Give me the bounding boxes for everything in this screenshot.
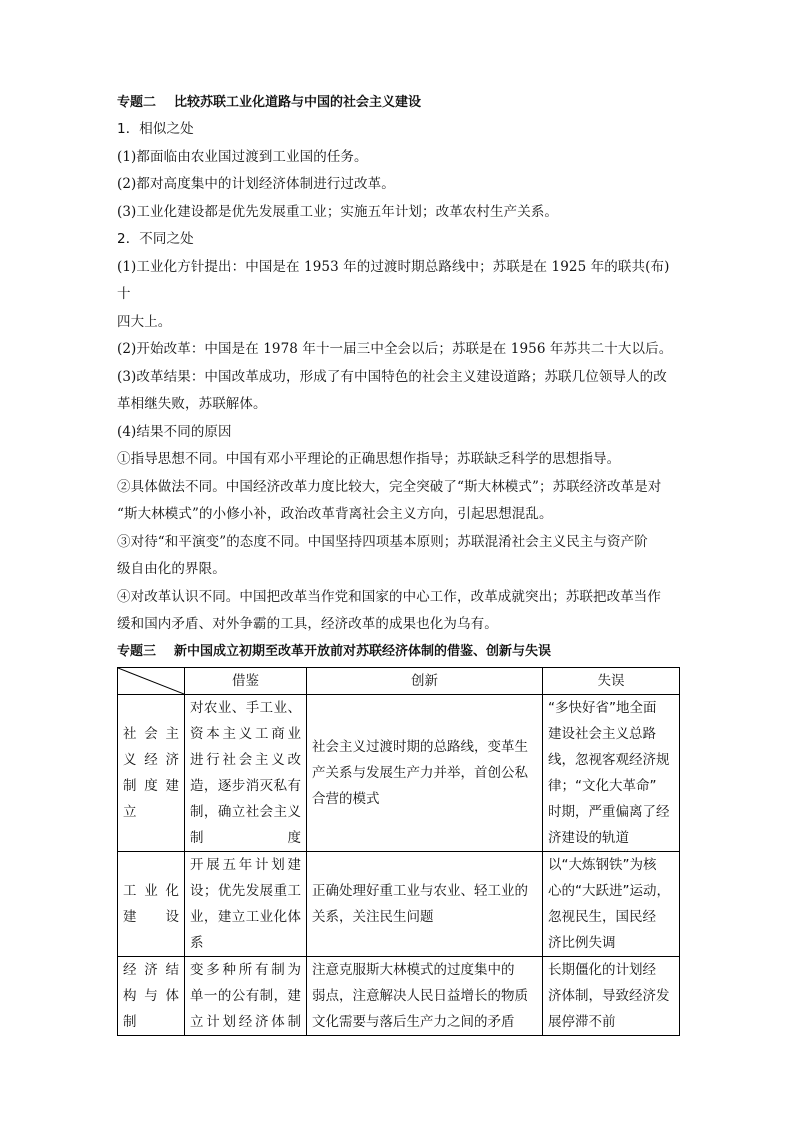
cell-line: 文化需要与落后生产力之间的矛盾 [312,1013,515,1030]
cell-line: 关系，关注民生问题 [312,908,434,925]
cell-line: 心的“大跃进”运动， [548,882,670,899]
table-cell-borrowing [185,851,307,956]
cell-line: 资本主义工商业 [190,725,301,742]
paragraph-line: “斯大林模式”的小修小补，政治改革背离社会主义方向，引起思想混乱。 [117,506,553,522]
table-row-economic-system [118,694,680,851]
table-cell-mistakes [543,851,680,956]
row-header-line: 社会主 [123,725,179,742]
table-cell-borrowing [185,694,307,851]
cell-line: 律；“文化大革命” [548,777,657,794]
row-header-line: 建设 [123,908,179,925]
row-header [118,851,185,956]
table-cell-innovation [307,694,543,851]
cell-line: “多快好省”地全面 [548,699,657,716]
cell-line: 济比例失调 [548,934,616,951]
row-header-line: 经济结 [123,961,179,978]
paragraph-line: 四大上。 [117,313,172,330]
paragraph-line: (2)开始改革：中国是在 1978 年十一届三中全会以后；苏联是在 1956 年苏共二十大以后。 [117,341,673,357]
comparison-table [117,667,680,1036]
cell-line: 济建设的轨道 [548,829,629,846]
paragraph-line: (1)工业化方针提出：中国是在 1953 年的过渡时期总路线中；苏联是在 1925 年的联共(布)十 [117,258,670,302]
section-heading-differences: 2．不同之处 [117,231,194,247]
table-cell-mistakes [543,956,680,1035]
cell-line: 造，逐步消灭私有 [190,777,301,794]
paragraph-line: 缓和国内矛盾、对外争霸的工具，经济改革的成果也化为乌有。 [117,616,498,632]
row-header [118,694,185,851]
table-row-economic-structure [118,956,680,1035]
paragraph-line: (2)都对高度集中的计划经济体制进行过改革。 [117,176,395,192]
table-row-industrialization [118,851,680,956]
row-header-line: 制度建 [123,777,179,794]
row-header-line: 义经济 [123,751,179,768]
section-heading-similarities: 1．相似之处 [117,121,194,137]
cell-line: 变多种所有制为 [190,961,301,978]
cell-line: 展停滞不前 [548,1013,616,1030]
paragraph-line: 级自由化的界限。 [117,561,226,577]
row-header-line: 制 [123,1013,137,1030]
topic3-title [117,639,679,665]
cell-line: 制，确立社会主义 [190,803,301,820]
table-cell-mistakes [543,694,680,851]
cell-line: 济体制，导致经济发 [548,987,670,1004]
cell-line: 正确处理好重工业与农业、轻工业的 [312,882,528,899]
paragraph-line: (3)工业化建设都是优先发展重工业；实施五年计划；改革农村生产关系。 [117,203,559,220]
topic2-label: 专题二 [117,95,157,110]
cell-line: 社会主义过渡时期的总路线，变革生 [312,738,528,755]
paragraph-line: ④对改革认识不同。中国把改革当作党和国家的中心工作，改革成就突出；苏联把改革当作 [117,588,661,605]
diagonal-header-cell [118,667,185,694]
paragraph-line: (1)都面临由农业国过渡到工业国的任务。 [117,148,368,165]
row-header-line: 工业化 [123,882,179,899]
cell-line: 开展五年计划建 [190,856,301,873]
topic2-title [117,90,679,116]
paragraph-line: 革相继失败，苏联解体。 [117,396,267,412]
cell-line: 注意克服斯大林模式的过度集中的 [312,961,515,978]
cell-line: 单一的公有制，建 [190,987,301,1004]
cell-line: 产关系与发展生产力并举，首创公私 [312,764,528,781]
table-cell-borrowing [185,956,307,1035]
cell-line: 合营的模式 [312,790,380,807]
column-header-mistakes: 失误 [543,667,680,694]
cell-line: 线，忽视客观经济规 [548,751,670,768]
diagonal-line [118,668,184,694]
paragraph-line: (4)结果不同的原因 [117,423,232,440]
cell-line: 系 [190,934,204,951]
column-header-innovation: 创新 [307,667,543,694]
row-header-line: 构与体 [123,987,179,1004]
table-header-row [118,667,680,694]
content [117,90,679,1036]
row-header-line: 立 [123,803,137,820]
table-cell-innovation [307,851,543,956]
row-header [118,956,185,1035]
cell-line: 业，建立工业化体 [190,908,301,925]
paragraph-line: ②具体做法不同。中国经济改革力度比较大，完全突破了“斯大林模式”；苏联经济改革是对 [117,478,662,495]
table-cell-innovation [307,956,543,1035]
cell-line: 进行社会主义改 [190,751,301,768]
cell-line: 长期僵化的计划经 [548,961,656,978]
paragraph-line: (3)改革结果：中国改革成功，形成了有中国特色的社会主义建设道路；苏联几位领导人的改 [117,368,667,385]
cell-line: 忽视民生，国民经 [548,908,656,925]
topic3-label: 专题三 [117,643,157,659]
cell-line: 以“大炼钢铁”为核 [548,856,657,873]
cell-line: 对农业、手工业、 [190,699,301,716]
cell-line: 弱点，注意解决人民日益增长的物质 [312,987,528,1004]
paragraph-line: ③对待“和平演变”的态度不同。中国坚持四项基本原则；苏联混淆社会主义民主与资产阶 [117,533,648,550]
topic3-heading: 新中国成立初期至改革开放前对苏联经济体制的借鉴、创新与失误 [174,643,552,659]
cell-line: 制度 [190,829,301,846]
cell-line: 立计划经济体制 [190,1013,301,1030]
cell-line: 建设社会主义总路 [548,725,656,742]
cell-line: 设；优先发展重工 [190,882,301,899]
paragraph-line: ①指导思想不同。中国有邓小平理论的正确思想作指导；苏联缺乏科学的思想指导。 [117,451,621,467]
cell-line: 时期，严重偏离了经 [548,803,670,820]
column-header-borrowing: 借鉴 [185,667,307,694]
topic2-heading: 比较苏联工业化道路与中国的社会主义建设 [174,95,422,110]
